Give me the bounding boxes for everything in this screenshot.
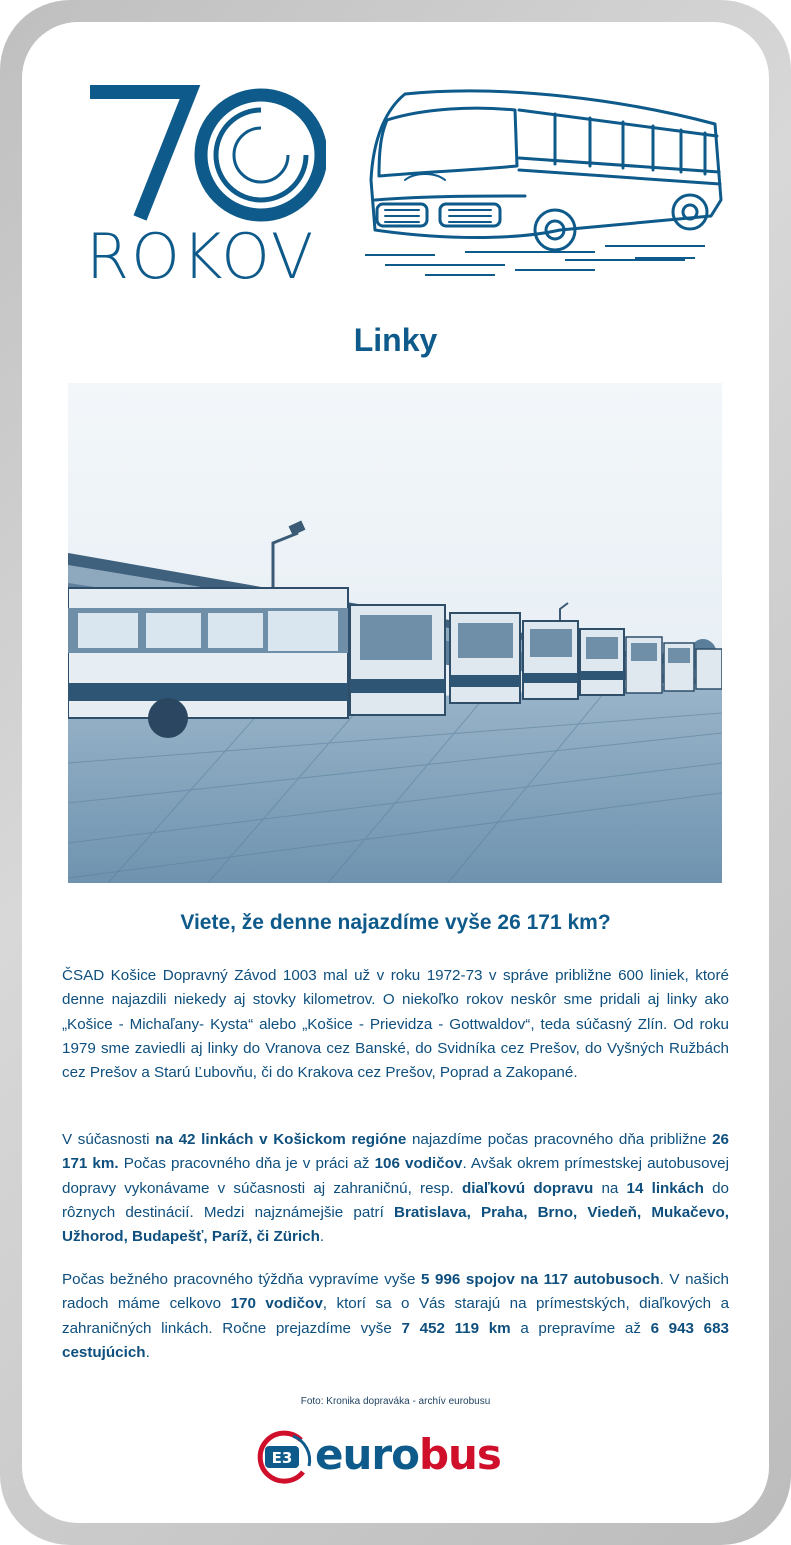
eurobus-wordmark (315, 1430, 501, 1480)
photo-credit: Foto: Kronika dopraváka - archív eurobusu (300, 1396, 491, 1407)
paragraph-history: ČSAD Košice Dopravný Závod 1003 mal už v roku 1972-73 v správe približne 600 liniek, ktoré denne najazdili niekedy aj stovky kilometrov. O niekoľko rokov neskôr sme pridali aj linky ako „Košice - Michaľany- Kysta“ alebo „Košice - Prievidza - Gottwaldov“, teda súčasný Zlín. Od roku 1979 sme zaviedli aj linky do Vranova cez Banské, do Svidníka cez Prešov, do Vyšných Ružbách cez Prešov a Starú Ľubovňu, či do Krakova cez Prešov, Poprad a Zakopané. (62, 967, 729, 1082)
p3-text: . V našich radoch máme celkovo (62, 1271, 729, 1313)
paragraph-current-lines (62, 1128, 729, 1249)
p2-text: Počas pracovného dňa je v práci až (118, 1155, 375, 1173)
p2-bold: 106 vodičov (374, 1155, 463, 1173)
p3-bold: 6 943 683 cestujúcich (62, 1319, 729, 1361)
p3-bold: 7 452 119 km (401, 1319, 511, 1337)
p2-bold: 26 171 km. (62, 1131, 730, 1173)
p3-bold: 170 vodičov (230, 1295, 323, 1313)
p3-text: a prepravíme až (510, 1319, 651, 1337)
eurobus-logo (255, 1426, 545, 1488)
p3-text: Počas bežného pracovného týždňa vypravíme vyše (62, 1271, 422, 1288)
bus-sketch-illustration (365, 80, 735, 285)
historic-bus-depot-photo (68, 383, 722, 883)
headline-question: Viete, že denne najazdíme vyše 26 171 km? (180, 911, 611, 934)
p2-bold: na 42 linkách v Košickom regióne (155, 1131, 407, 1148)
logo-euro: euro (315, 1430, 419, 1479)
p2-bold: Bratislava, Praha, Brno, Viedeň, Mukačevo, Užhorod, Budapešť, Paríž, či Zürich (62, 1203, 729, 1246)
rokov-label: ROKOV (86, 220, 316, 293)
p2-text: V súčasnosti (62, 1131, 156, 1148)
eurobus-badge-icon (255, 1426, 313, 1488)
page-title: Linky (353, 322, 438, 358)
p3-text: . (145, 1343, 150, 1361)
p3-text: , ktorí sa o Vás starajú na prímestských, diaľkových a zahraničných linkách. Ročne prejazdíme vyše (62, 1295, 730, 1337)
p2-text: . Avšak okrem prímestskej autobusovej dopravy vykonávame v súčasnosti aj zahraničnú, resp. (62, 1155, 729, 1197)
logo-bus: bus (418, 1430, 501, 1479)
badge-text: E3 (271, 1449, 293, 1467)
seventy-graphic (86, 78, 326, 228)
p2-text: najazdíme počas pracovného dňa približne (406, 1131, 713, 1148)
p2-text: na (593, 1179, 627, 1197)
p2-bold: diaľkovú dopravu (461, 1179, 594, 1197)
p3-bold: 5 996 spojov na 117 autobusoch (421, 1271, 660, 1288)
p2-bold: 14 linkách (626, 1179, 704, 1197)
paragraph-statistics (62, 1268, 729, 1365)
p2-text: . (319, 1228, 325, 1246)
p2-text: do rôznych destinácií. Medzi najznámejšie patrí (62, 1179, 730, 1221)
